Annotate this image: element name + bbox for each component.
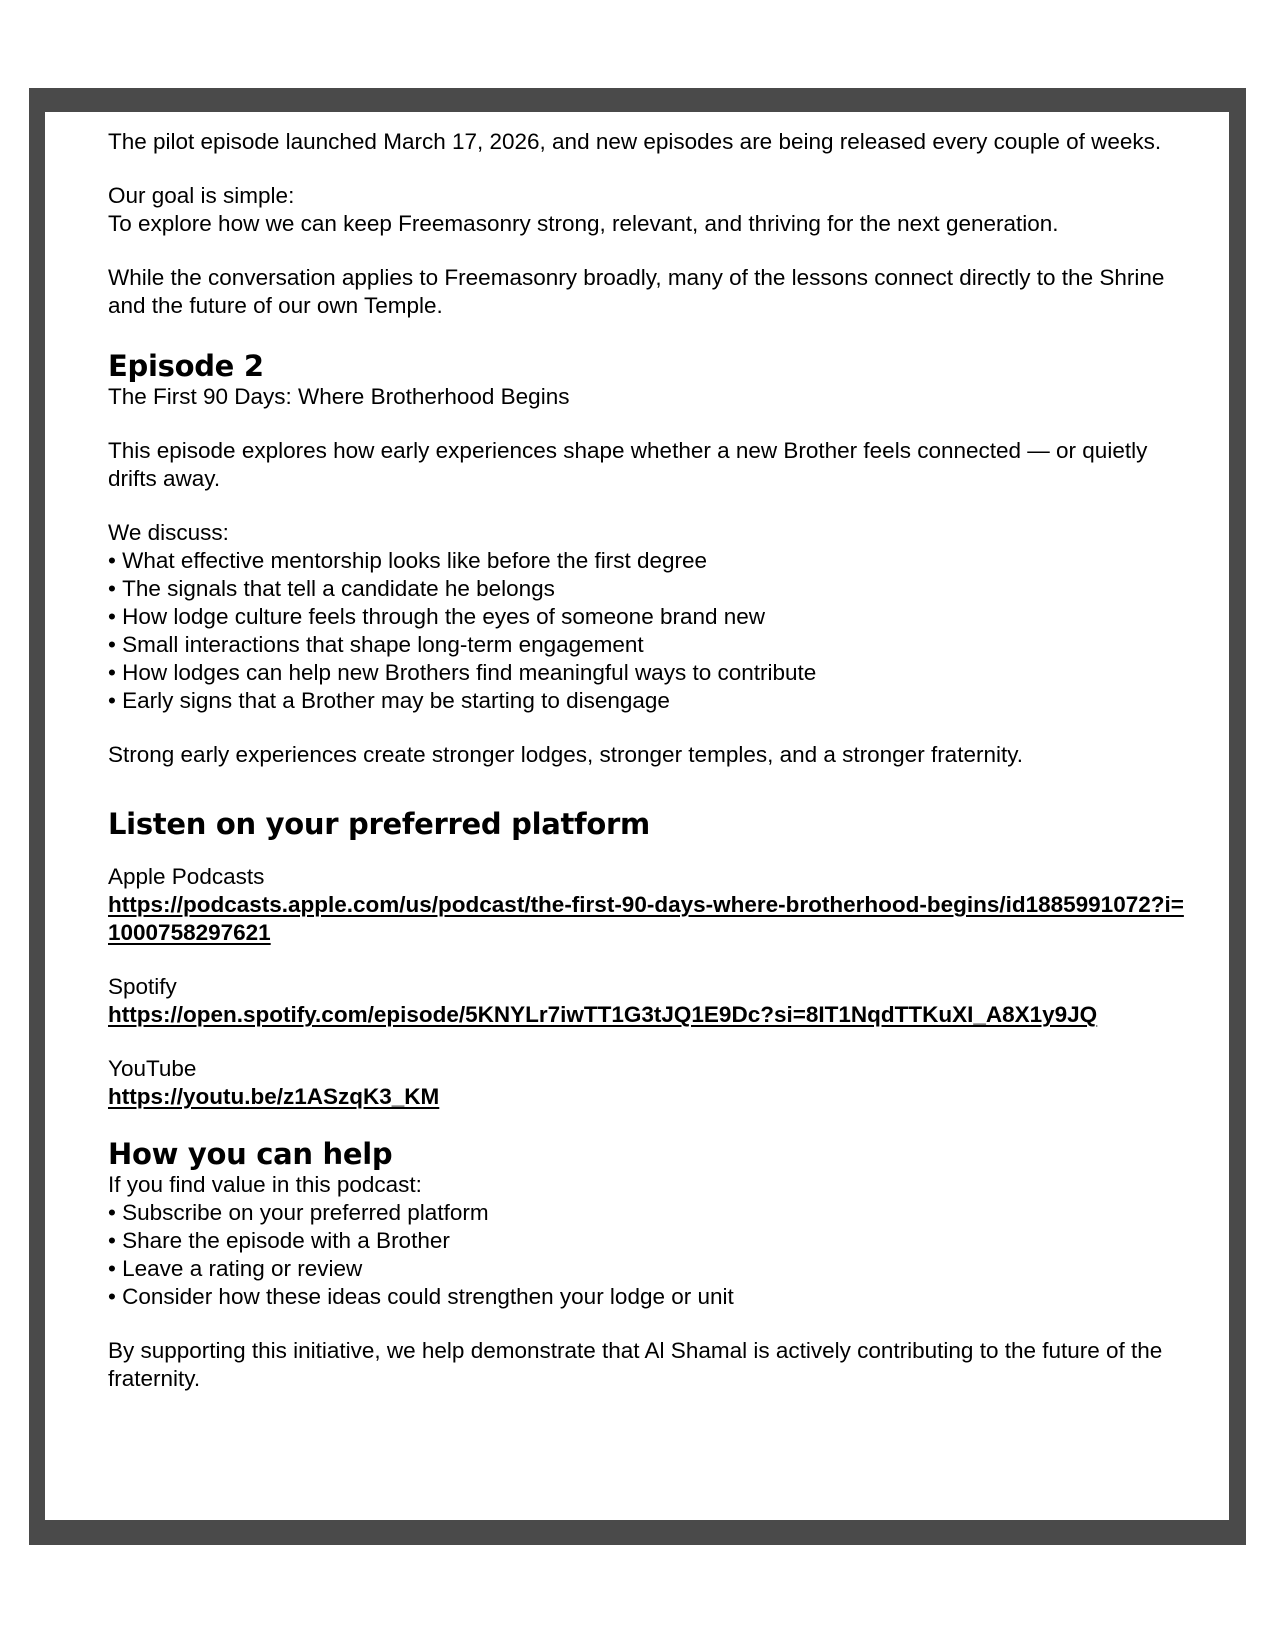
topic-item: • The signals that tell a candidate he belongs: [108, 575, 1188, 603]
topic-item: • Early signs that a Brother may be starting to disengage: [108, 687, 1188, 715]
topic-item: • How lodge culture feels through the eyes of someone brand new: [108, 603, 1188, 631]
help-item: • Leave a rating or review: [108, 1255, 1188, 1283]
episode-description: This episode explores how early experiences shape whether a new Brother feels connected — or quietly drifts away.: [108, 438, 1148, 491]
episode-closing: Strong early experiences create stronger lodges, stronger temples, and a stronger fraternity.: [108, 742, 1024, 767]
document-content: [108, 128, 1188, 1393]
platform-name-apple: Apple Podcasts: [108, 864, 265, 889]
apple-podcasts-link[interactable]: https://podcasts.apple.com/us/podcast/the-first-90-days-where-brotherhood-begins/id1885991072?i=1000758297621: [108, 892, 1184, 945]
help-list: [108, 1199, 1188, 1311]
help-item: • Share the episode with a Brother: [108, 1227, 1188, 1255]
help-lead: If you find value in this podcast:: [108, 1172, 422, 1197]
goal-paragraph: To explore how we can keep Freemasonry strong, relevant, and thriving for the next generation.: [108, 211, 1059, 236]
platform-name-spotify: Spotify: [108, 974, 177, 999]
launch-paragraph: The pilot episode launched March 17, 2026, and new episodes are being released every couple of weeks.: [108, 129, 1162, 154]
help-closing: By supporting this initiative, we help demonstrate that Al Shamal is actively contributing to the future of the fraternity.: [108, 1338, 1163, 1391]
scope-paragraph: While the conversation applies to Freemasonry broadly, many of the lessons connect directly to the Shrine and the future of our own Temple.: [108, 265, 1165, 318]
discuss-lead: We discuss:: [108, 520, 229, 545]
platforms-heading: Listen on your preferred platform: [108, 807, 650, 841]
help-item: • Consider how these ideas could strengthen your lodge or unit: [108, 1283, 1188, 1311]
episode-heading: Episode 2: [108, 349, 264, 383]
episode-title: The First 90 Days: Where Brotherhood Begins: [108, 384, 570, 409]
goal-lead: Our goal is simple:: [108, 183, 295, 208]
help-heading: How you can help: [108, 1137, 393, 1171]
spotify-link[interactable]: https://open.spotify.com/episode/5KNYLr7iwTT1G3tJQ1E9Dc?si=8IT1NqdTTKuXI_A8X1y9JQ: [108, 1002, 1098, 1027]
youtube-link[interactable]: https://youtu.be/z1ASzqK3_KM: [108, 1084, 440, 1109]
topics-list: [108, 547, 1188, 715]
help-item: • Subscribe on your preferred platform: [108, 1199, 1188, 1227]
topic-item: • Small interactions that shape long-term engagement: [108, 631, 1188, 659]
platform-name-youtube: YouTube: [108, 1056, 197, 1081]
topic-item: • What effective mentorship looks like before the first degree: [108, 547, 1188, 575]
topic-item: • How lodges can help new Brothers find meaningful ways to contribute: [108, 659, 1188, 687]
